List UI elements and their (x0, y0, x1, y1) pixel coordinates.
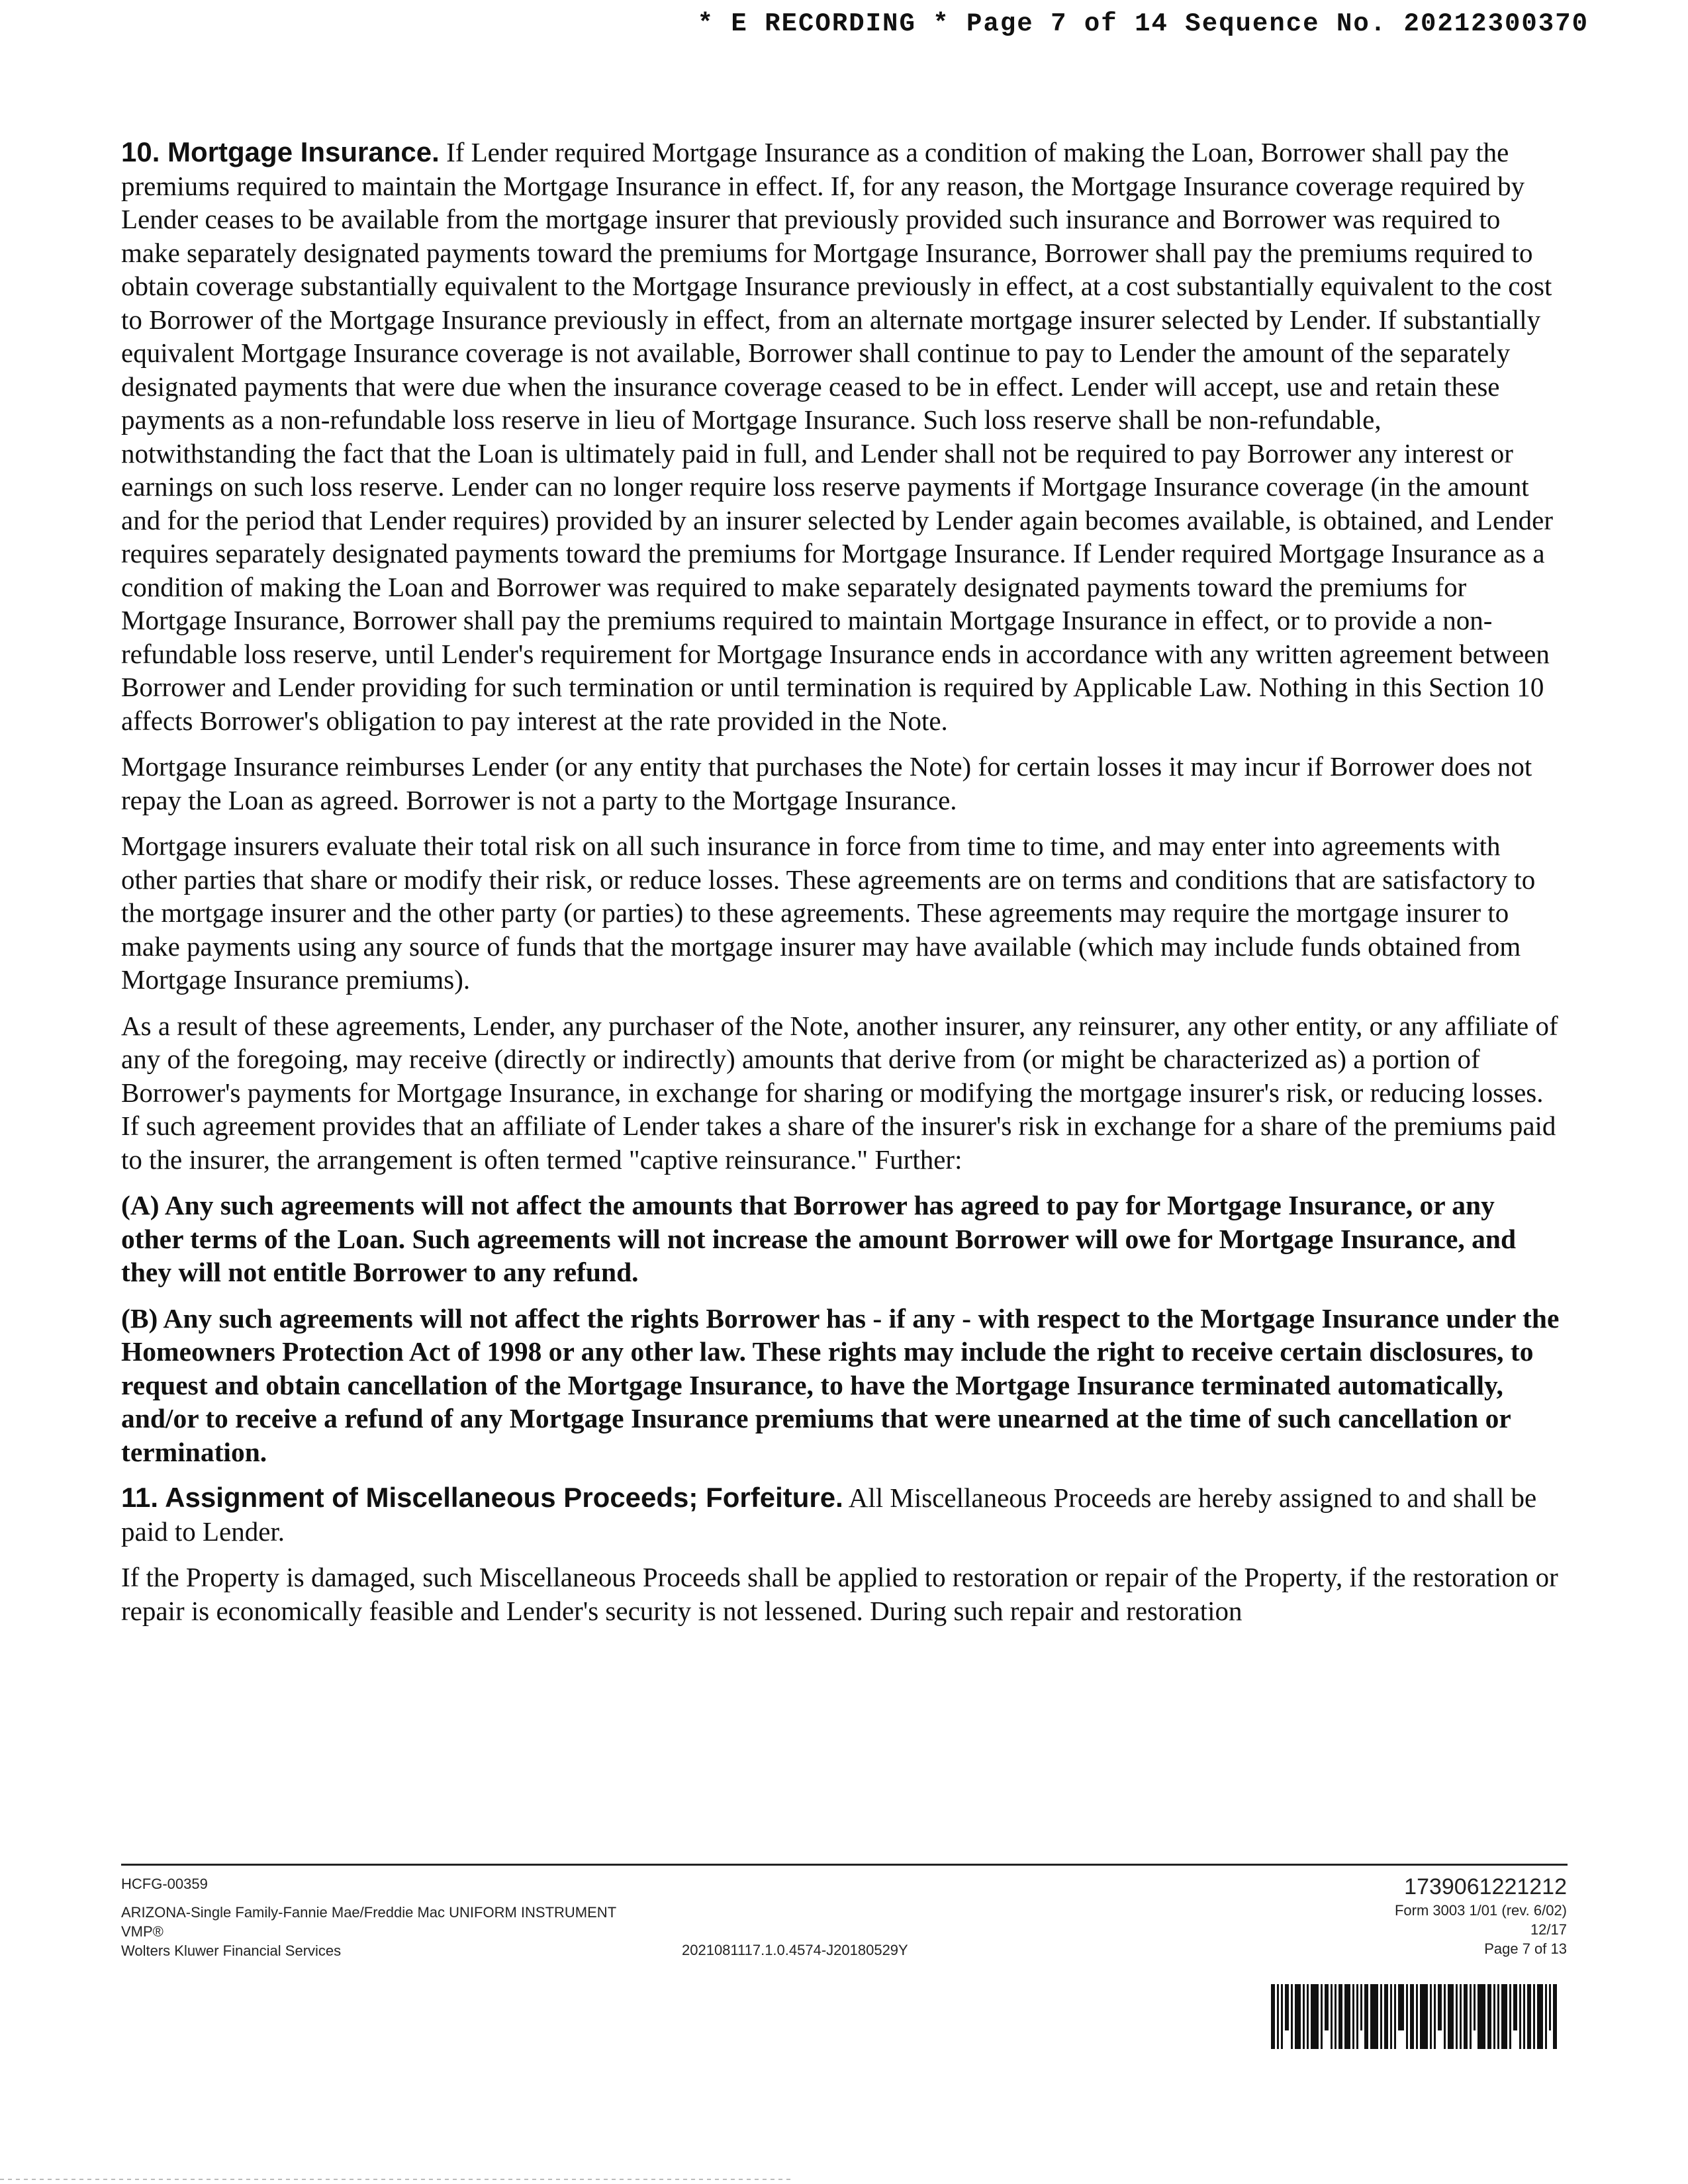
section-10-clause-b: (B) Any such agreements will not affect the rights Borrower has - if any - with respect to the Mortgage Insurance under the Homeowners Protection Act of 1998 or any other law. These rights may include the right to receive certain disclosures, to request and obtain cancellation of the Mortgage Insurance, to have the Mortgage Insurance terminated automatically, and/or to receive a refund of any Mortgage Insurance premiums that were unearned at the time of such cancellation or termination. (121, 1302, 1560, 1467)
barcode-bar (1460, 1984, 1462, 2049)
barcode-bar (1356, 1984, 1358, 2049)
footer-doc-code: HCFG-00359 (121, 1876, 208, 1892)
barcode-bar (1513, 1984, 1517, 2030)
footer-divider (121, 1864, 1568, 1866)
barcode-bar (1519, 1984, 1521, 2049)
barcode-bar (1545, 1984, 1547, 2049)
barcode-bar (1352, 1984, 1354, 2049)
barcode-bar (1477, 1984, 1485, 2049)
footer-publisher: Wolters Kluwer Financial Services (121, 1942, 342, 1959)
barcode-bar (1390, 1984, 1392, 2049)
section-11-paragraph-1 (121, 1481, 1561, 1548)
barcode-bar (1303, 1984, 1305, 2049)
footer-right (1395, 1873, 1567, 1958)
barcode-bar (1384, 1984, 1388, 2049)
barcode-bar (1523, 1984, 1525, 2049)
barcode-bar (1370, 1984, 1378, 2049)
footer-left (121, 1874, 616, 1960)
barcode-bar (1338, 1984, 1342, 2049)
footer-page-label: Page 7 of 13 (1484, 1940, 1567, 1957)
barcode-bar (1311, 1984, 1319, 2049)
barcode-bar (1285, 1984, 1289, 2030)
section-10-paragraph-3: Mortgage insurers evaluate their total risk on all such insurance in force from time to time, and may enter into agreements with other parties that share or modify their risk, or reduce losses. These agreements are on terms and conditions that are satisfactory to the mortgage insurer and the other party (or parties) to these agreements. These agreements may require the mortgage insurer to make payments using any source of funds that the mortgage insurer may have available (which may include funds obtained from Mortgage Insurance premiums). (121, 831, 1536, 995)
barcode-bar (1487, 1984, 1491, 2049)
footer-instrument: ARIZONA-Single Family-Fannie Mae/Freddie Mac UNIFORM INSTRUMENT (121, 1904, 617, 1921)
barcode-bar (1410, 1984, 1414, 2049)
barcode-bar (1325, 1984, 1329, 2030)
barcode-bar (1509, 1984, 1511, 2049)
barcode-bar (1444, 1984, 1446, 2049)
section-11-paragraph-2: If the Property is damaged, such Miscellaneous Proceeds shall be applied to restoration or repair of the Property, if the restoration or repair is economically feasible and Lender's security is not lessened. During such repair and restoration (121, 1562, 1558, 1626)
barcode-bar (1474, 1984, 1476, 2030)
barcode-bar (1553, 1984, 1557, 2049)
footer-revision-date: 12/17 (1530, 1921, 1567, 1938)
barcode-bar (1448, 1984, 1454, 2049)
barcode-bar (1344, 1984, 1350, 2049)
barcode-bar (1281, 1984, 1283, 2049)
section-10-paragraph-2: Mortgage Insurance reimburses Lender (or any entity that purchases the Note) for certain losses it may incur if Borrower does not repay the Loan as agreed. Borrower is not a party to the Mortgage Insurance. (121, 751, 1532, 815)
section-10-clause-a: (A) Any such agreements will not affect the amounts that Borrower has agreed to pay for Mortgage Insurance, or any other terms of the Loan. Such agreements will not increase the amount Borrower will owe for Mortgage Insurance, and they will not entitle Borrower to any refund. (121, 1190, 1517, 1287)
barcode-bar (1470, 1984, 1472, 2049)
barcode-bar (1406, 1984, 1408, 2049)
section-11-text-1: All Miscellaneous Proceeds are hereby assigned to and shall be paid to Lender. (121, 1482, 1537, 1547)
barcode-bar (1360, 1984, 1362, 2030)
barcode-bar (1291, 1984, 1293, 2049)
barcode-bar (1527, 1984, 1531, 2049)
footer-form-number: Form 3003 1/01 (rev. 6/02) (1394, 1902, 1567, 1919)
barcode-bar (1549, 1984, 1551, 2030)
section-10-paragraph-1 (121, 136, 1561, 737)
barcode-bar (1321, 1984, 1323, 2049)
barcode-bar (1394, 1984, 1396, 2049)
barcode-bar (1295, 1984, 1301, 2049)
barcode-bar (1277, 1984, 1279, 2049)
barcode-bar (1420, 1984, 1428, 2049)
recording-stamp: * E RECORDING * Page 7 of 14 Sequence No. 20212300370 (697, 9, 1589, 38)
barcode-bar (1335, 1984, 1336, 2049)
barcode-bar (1438, 1984, 1442, 2030)
barcode-bar (1364, 1984, 1368, 2049)
section-11-title: 11. Assignment of Miscellaneous Proceeds; Forfeiture. (121, 1482, 843, 1513)
barcode-bar (1464, 1984, 1468, 2049)
barcode-bar (1398, 1984, 1404, 2030)
section-10-text-1: If Lender required Mortgage Insurance as a condition of making the Loan, Borrower shall pay the premiums required to maintain the Mortgage Insurance in effect. If, for any reason, the Mortgage Insurance coverage required by Lender ceases to be available from the mortgage insurer that previously provided such insurance and Borrower was required to make separately designated payments toward the premiums for Mortgage Insurance, Borrower shall pay the premiums required to obtain coverage substantially equivalent to the Mortgage Insurance previously in effect, at a cost substantially equivalent to the cost to Borrower of the Mortgage Insurance previously in effect, from an alternate mortgage insurer selected by Lender. If substantially equivalent Mortgage Insurance coverage is not available, Borrower shall continue to pay to Lender the amount of the separately designated payments that were due when the insurance coverage ceased to be in effect. Lender will accept, use and retain these payments as a non-refundable loss reserve in lieu of Mortgage Insurance. Such loss reserve shall be non-refundable, notwithstanding the fact that the Loan is ultimately paid in full, and Lender shall not be required to pay Borrower any interest or earnings on such loss reserve. Lender can no longer require loss reserve payments if Mortgage Insurance coverage (in the amount and for the period that Lender requires) provided by an insurer selected by Lender again becomes available, is obtained, and Lender requires separately designated payments toward the premiums for Mortgage Insurance. If Lender required Mortgage Insurance as a condition of making the Loan and Borrower was required to make separately designated payments toward the premiums for Mortgage Insurance, Borrower shall pay the premiums required to maintain Mortgage Insurance in effect, or to provide a non-refundable loss reserve, until Lender's requirement for Mortgage Insurance ends in accordance with any written agreement between Borrower and Lender providing for such termination or until termination is required by Applicable Law. Nothing in this Section 10 affects Borrower's obligation to pay interest at the rate provided in the Note. (121, 137, 1554, 736)
barcode-bar (1380, 1984, 1382, 2049)
barcode-image (1271, 1984, 1562, 2049)
barcode-bar (1271, 1984, 1275, 2049)
section-10-title: 10. Mortgage Insurance. (121, 136, 440, 167)
barcode-bar (1434, 1984, 1436, 2049)
footer-loan-number: 1739061221212 (1404, 1874, 1567, 1899)
barcode-bar (1456, 1984, 1458, 2049)
barcode-bar (1430, 1984, 1432, 2049)
section-10-paragraph-4: As a result of these agreements, Lender, any purchaser of the Note, another insurer, any reinsurer, any other entity, or any affiliate of any of the foregoing, may receive (directly or indirectly) amounts that derive from (or might be characterized as) a portion of Borrower's payments for Mortgage Insurance, in exchange for sharing or modifying the mortgage insurer's risk, or reducing losses. If such agreement provides that an affiliate of Lender takes a share of the insurer's risk in exchange for a share of the premiums paid to the insurer, the arrangement is often termed "captive reinsurance." Further: (121, 1010, 1558, 1175)
barcode-bar (1416, 1984, 1418, 2049)
scan-artifact-line (0, 2179, 794, 2180)
footer-build-id: 2021081117.1.0.4574-J20180529Y (682, 1942, 908, 1958)
barcode-bar (1537, 1984, 1543, 2049)
footer-vmp: VMP® (121, 1923, 164, 1940)
barcode-bar (1501, 1984, 1507, 2049)
barcode-bar (1331, 1984, 1333, 2049)
barcode-bar (1497, 1984, 1499, 2049)
barcode-bar (1533, 1984, 1535, 2049)
document-body (121, 136, 1561, 1640)
barcode-bar (1307, 1984, 1309, 2049)
barcode-bar (1493, 1984, 1495, 2049)
